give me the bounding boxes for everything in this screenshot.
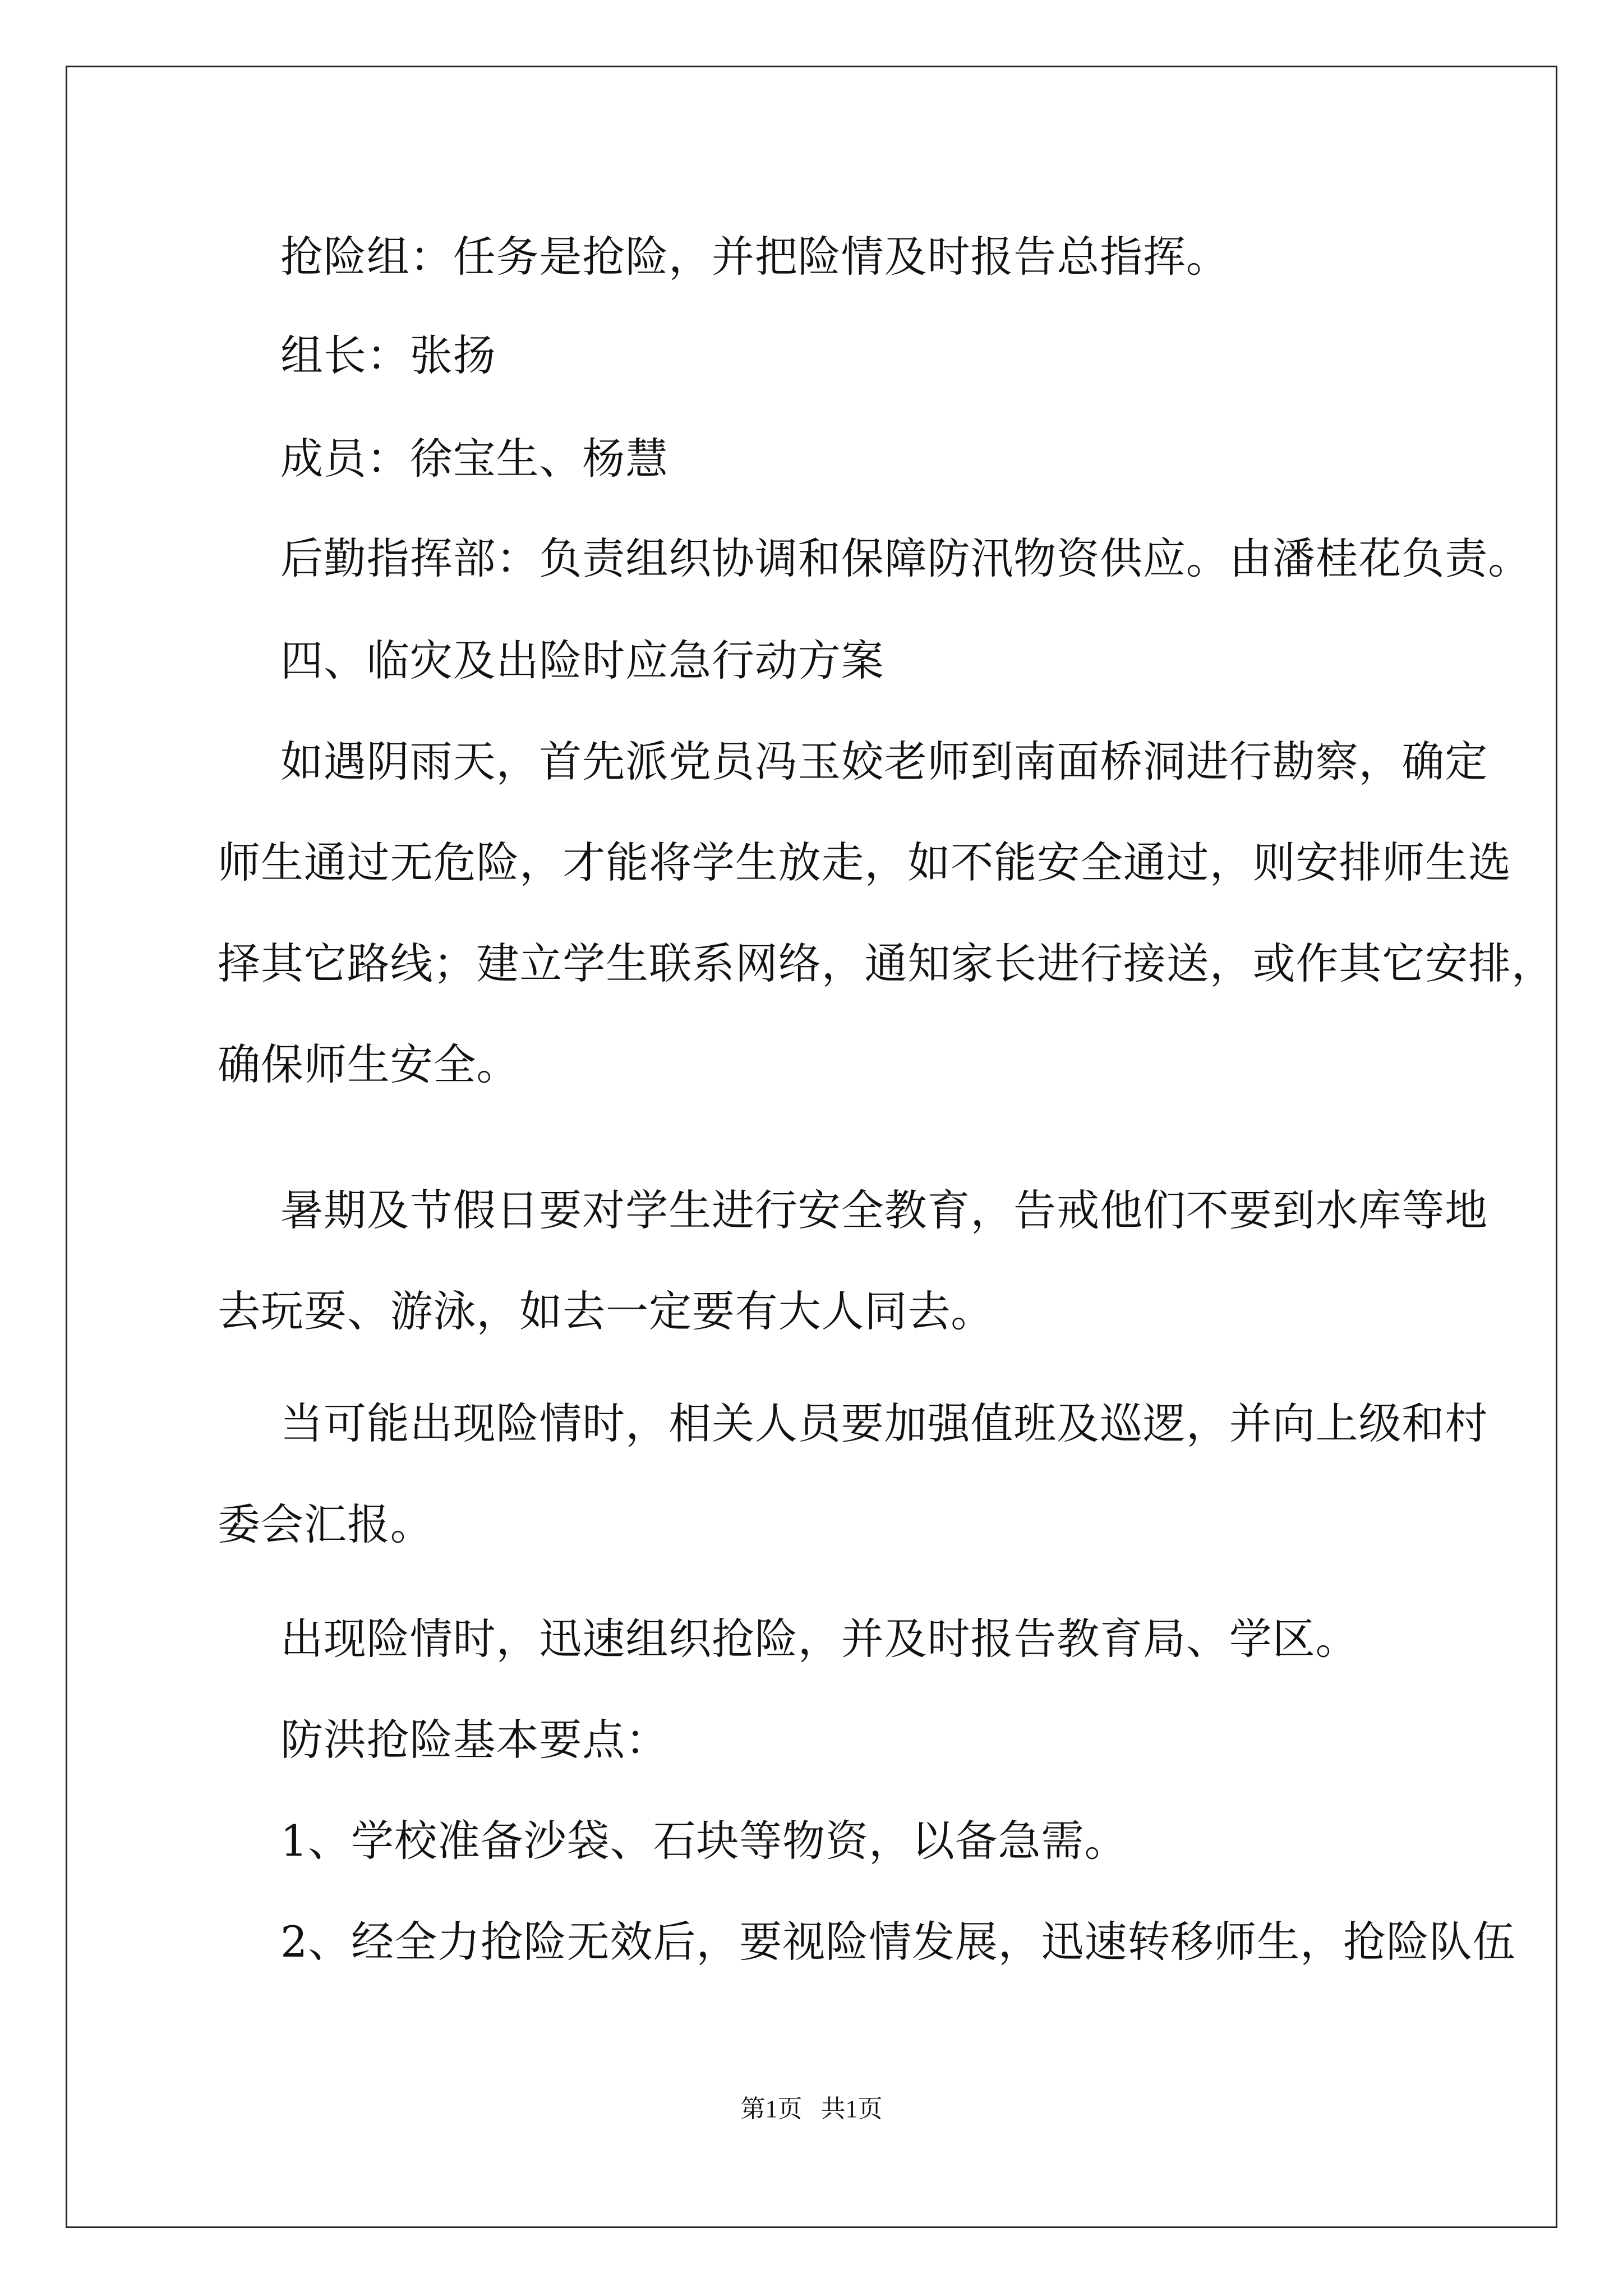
section-heading-emergency-plan: 四、临灾及出险时应急行动方案: [280, 636, 884, 685]
paragraph-rainy-day-line-2: 师生通过无危险，才能将学生放走，如不能安全通过，则安排师生选: [218, 838, 1511, 887]
paragraph-rescue-action: 出现险情时，迅速组织抢险，并及时报告教育局、学区。: [280, 1614, 1359, 1664]
paragraph-danger-report-line-1: 当可能出现险情时，相关人员要加强值班及巡逻，并向上级和村: [280, 1398, 1488, 1448]
page-number-footer: 第1页 共1页: [740, 2095, 883, 2123]
paragraph-rainy-day-line-4: 确保师生安全。: [218, 1039, 520, 1089]
paragraph-holiday-line-1: 暑期及节假日要对学生进行安全教育，告戒他们不要到水库等地: [280, 1185, 1488, 1235]
page-border: [66, 66, 1557, 2228]
list-item-1: 1、学校准备沙袋、石块等物资，以备急需。: [280, 1816, 1128, 1866]
paragraph-members: 成员：徐宝生、杨慧: [280, 434, 669, 484]
paragraph-logistics: 后勤指挥部：负责组织协调和保障防汛物资供应。由潘桂花负责。: [280, 533, 1532, 583]
paragraph-danger-report-line-2: 委会汇报。: [218, 1499, 434, 1549]
paragraph-holiday-line-2: 去玩耍、游泳，如去一定要有大人同去。: [218, 1286, 994, 1336]
paragraph-key-points-heading: 防洪抢险基本要点：: [280, 1715, 669, 1765]
paragraph-rainy-day-line-3: 择其它路线；建立学生联系网络，通知家长进行接送，或作其它安排，: [218, 938, 1555, 988]
paragraph-rainy-day-line-1: 如遇阴雨天，首先派党员冯玉姣老师到南面桥洞进行勘察，确定: [280, 737, 1488, 786]
list-item-2: 2、经全力抢险无效后，要视险情发展，迅速转移师生，抢险队伍: [280, 1917, 1516, 1967]
paragraph-team-leader: 组长：张扬: [280, 330, 496, 380]
paragraph-rescue-team: 抢险组：任务是抢险，并把险情及时报告总指挥。: [280, 232, 1229, 282]
